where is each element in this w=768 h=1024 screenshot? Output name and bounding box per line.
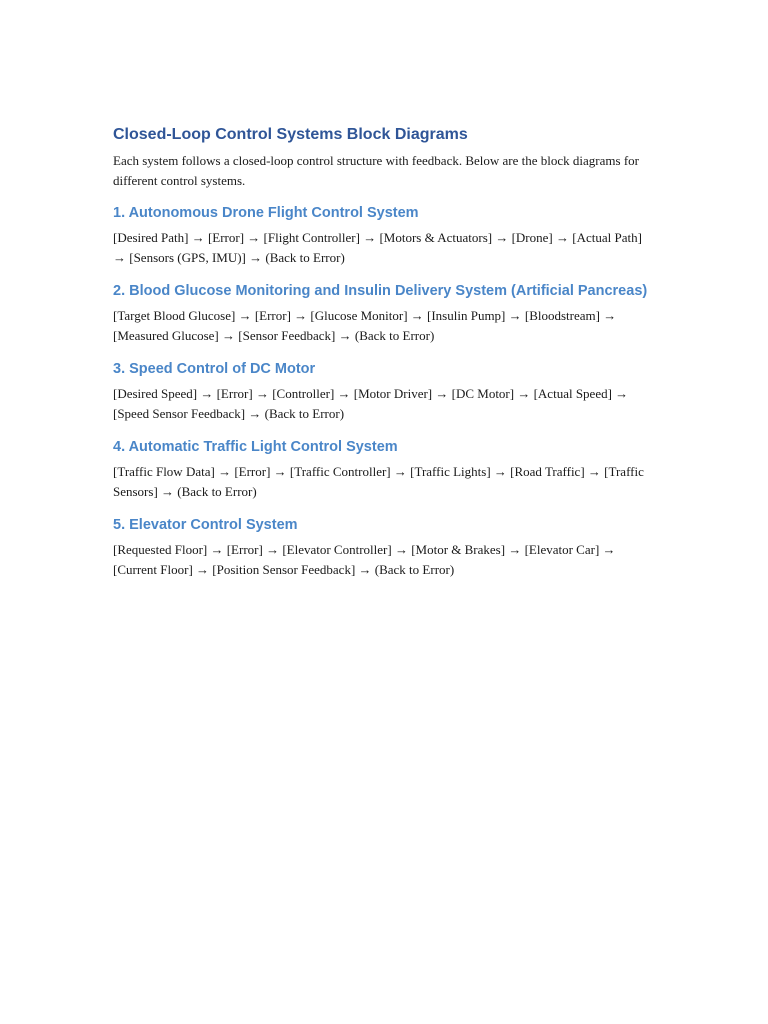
section-heading: 2. Blood Glucose Monitoring and Insulin Delivery System (Artificial Pancreas) (113, 283, 648, 299)
section-heading: 1. Autonomous Drone Flight Control System (113, 205, 419, 221)
section-diagram-text: [Requested Floor] → [Error] → [Elevator Controller] → [Motor & Brakes] → [Elevator Car] → [Current Floor] → [Position Sensor Feedback] → (Back to Error) (113, 542, 616, 577)
section-diagram-text: [Desired Path] → [Error] → [Flight Controller] → [Motors & Actuators] → [Drone] → [Actual Path] → [Sensors (GPS, IMU)] → (Back to Error) (113, 230, 642, 265)
section-dc-motor (113, 360, 658, 423)
section-traffic-light (113, 438, 658, 501)
section-diagram-text: [Desired Speed] → [Error] → [Controller] → [Motor Driver] → [DC Motor] → [Actual Speed] → [Speed Sensor Feedback] → (Back to Error) (113, 386, 629, 421)
section-diagram-text: [Traffic Flow Data] → [Error] → [Traffic Controller] → [Traffic Lights] → [Road Traffic] → [Traffic Sensors] → (Back to Error) (113, 464, 644, 499)
intro-paragraph: Each system follows a closed-loop control structure with feedback. Below are the block diagrams for different control systems. (113, 153, 639, 188)
section-heading: 3. Speed Control of DC Motor (113, 361, 316, 377)
section-artificial-pancreas (113, 282, 658, 345)
document-title: Closed-Loop Control Systems Block Diagrams (113, 126, 468, 143)
section-drone (113, 204, 658, 267)
section-heading: 5. Elevator Control System (113, 517, 298, 533)
section-heading: 4. Automatic Traffic Light Control System (113, 439, 398, 455)
document-content (113, 125, 658, 594)
section-elevator (113, 516, 658, 579)
section-diagram-text: [Target Blood Glucose] → [Error] → [Glucose Monitor] → [Insulin Pump] → [Bloodstream] → [Measured Glucose] → [Sensor Feedback] → (Back to Error) (113, 308, 617, 343)
